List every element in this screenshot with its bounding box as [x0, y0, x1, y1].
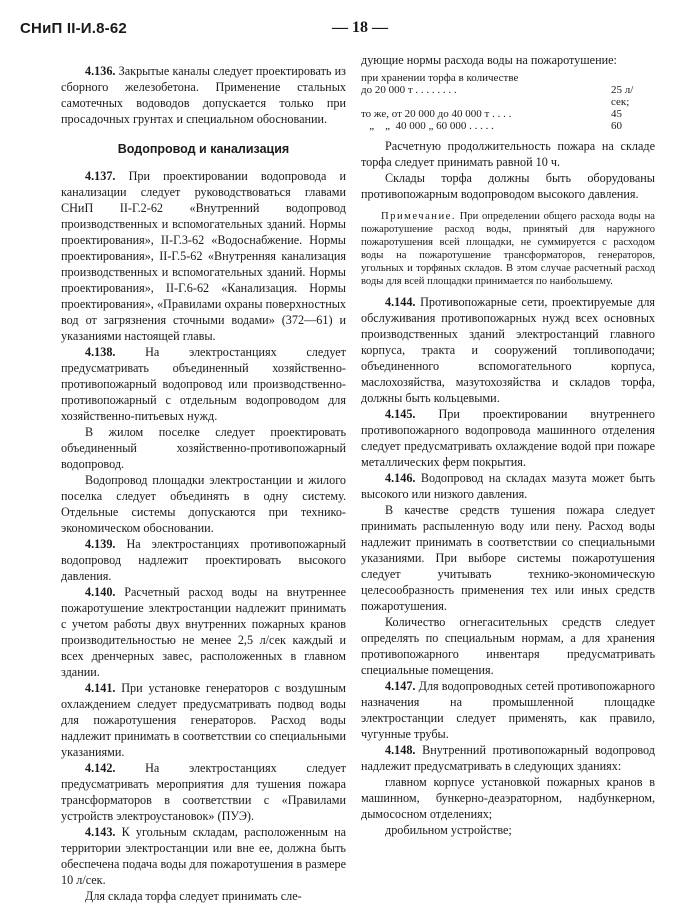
clause-text: На электростанциях противопожарный водопровод надлежит проектировать высокого давления.: [61, 537, 346, 583]
note-text: [361, 210, 655, 288]
clause-number: 4.141.: [85, 681, 116, 695]
document-code: СНиП II-И.8-62: [20, 20, 127, 37]
rate-label: „ „ 40 000 „ 60 000 . . . . .: [361, 120, 494, 132]
page-number: — 18 —: [332, 19, 388, 36]
paragraph-text: Склады торфа должны быть оборудованы противопожарным водопроводом высокого давления.: [361, 171, 655, 201]
paragraph-4-139: [61, 536, 346, 584]
clause-text: Для водопроводных сетей противопожарного назначения на промышленной площадке электростанции следует применять, как правило, чугунные трубы.: [361, 679, 655, 741]
clause-text: На электростанциях следует предусматривать мероприятия для тушения пожара трансформаторов в соответствии с «Правилами устройств электроустановок» (ПУЭ).: [61, 761, 346, 823]
note-body: При определении общего расхода воды на пожаротушение расход воды, принятый для наружного пожаротушения всей площадки, не суммируется с расходом воды на пожаротушение трансформаторов, генераторов, угольных и торфяных складов. В этом случае расчетный расход воды для всей площадки принимается по наибольшему.: [361, 211, 655, 287]
rate-row: [361, 84, 655, 108]
clause-number: 4.138.: [85, 345, 116, 359]
paragraph-text: Расчетную продолжительность пожара на складе торфа следует принимать равной 10 ч.: [361, 139, 655, 169]
clause-number: 4.144.: [385, 295, 416, 309]
clause-text: Противопожарные сети, проектируемые для обслуживания противопожарных нужд всех основных производственных зданий электростанций главного корпуса, тракта и сооружений топливоподачи; объединенного вспомогательного корпуса, маслохозяйства, мазутохозяйства и складов торфа, должны быть кольцевыми.: [361, 295, 656, 405]
paragraph-4-143: [61, 824, 346, 888]
clause-number: 4.146.: [385, 471, 416, 485]
paragraph-4-147: [361, 678, 655, 742]
rate-row: [361, 120, 655, 132]
clause-text: Расчетный расход воды на внутреннее пожаротушение электростанции надлежит принимать с учетом работы двух внутренних пожарных кранов производительностью не менее 2,5 л/сек каждый и всех дренчерных завес, расположенных в главном здании.: [61, 585, 346, 679]
right-column: [361, 52, 655, 838]
clause-number: 4.148.: [385, 743, 416, 757]
clause-text: К угольным складам, расположенным на территории электростанции или вне ее, должна быть обеспечена подача воды для пожаротушения в размере 10 л/сек.: [61, 825, 347, 887]
paragraph-4-140: [61, 584, 346, 680]
clause-text: При проектировании водопровода и канализации следует руководствоваться главами СНиП II-Г.2-62 «Внутренний водопровод производственных и вспомогательных зданий. Нормы проектирования», II-Г.3-62 «Водоснабжение. Нормы проектирования», II-Г.5-62 «Внутренняя канализация производственных и вспомогательных зданий. Нормы проектирования», II-Г.6-62 «Канализация. Нормы проектирования», «Правилами охраны поверхностных вод от загрязнения сточными водами» (372—61) и указаниями настоящей главы.: [61, 169, 347, 343]
rate-row: [361, 108, 655, 120]
clause-text: Закрытые каналы следует проектировать из сборного железобетона. Применение стальных самотечных водоводов допускается только при просадочных грунтах и специальном обосновании.: [61, 64, 346, 126]
paragraph-4-145: [361, 406, 655, 470]
paragraph-text: Количество огнегасительных средств следует определять по специальным нормам, а для хранения противопожарного инвентаря предусматривать специальные помещения.: [361, 615, 655, 677]
paragraph-text: В качестве средств тушения пожара следует принимать распыленную воду или пену. Расход воды надлежит принимать в соответствии со специальными указаниями. При выборе системы пожаротушения следует учитывать технико-экономическую целесообразность применения тех или иных средств пожаротушения.: [361, 503, 655, 613]
paragraph-text: В жилом поселке следует проектировать объединенный хозяйственно-противопожарный водопровод.: [61, 425, 346, 471]
clause-text: Внутренний противопожарный водопровод надлежит предусматривать в следующих зданиях:: [361, 743, 655, 773]
paragraph-text: Для склада торфа следует принимать сле-: [85, 889, 302, 903]
paragraph-4-144: [361, 294, 655, 406]
paragraph-4-138: [61, 344, 346, 424]
paragraph-text: главном корпусе установкой пожарных кранов в машинном, бункерно-деаэраторном, надбункерном, дымососном отделениях;: [361, 775, 655, 821]
clause-number: 4.140.: [85, 585, 116, 599]
rate-label: до 20 000 т . . . . . . . .: [361, 84, 457, 96]
clause-number: 4.142.: [85, 761, 116, 775]
note-block: [361, 210, 655, 288]
left-column: [61, 63, 346, 904]
section-title: Водопровод и канализация: [117, 142, 290, 156]
rate-value: 60: [611, 120, 622, 132]
clause-number: 4.145.: [385, 407, 416, 421]
paragraph-4-148: [361, 742, 655, 774]
clause-text: При установке генераторов с воздушным охлаждением следует предусматривать подвод воды для пожаротушения генераторов. Расход воды надлежит принимать в соответствии со специальными указаниями.: [61, 681, 347, 759]
rate-label: при хранении торфа в количестве: [361, 72, 519, 84]
rate-value: 45: [611, 108, 622, 120]
paragraph-4-142: [61, 760, 346, 824]
clause-number: 4.143.: [85, 825, 116, 839]
paragraph-continuation: дующие нормы расхода воды на пожаротушение:: [361, 53, 617, 67]
paragraph-4-146: [361, 470, 655, 502]
clause-number: 4.147.: [385, 679, 416, 693]
clause-text: Водопровод на складах мазута может быть высокого или низкого давления.: [361, 471, 655, 501]
clause-text: На электростанциях следует предусматривать объединенный хозяйственно-противопожарный водопровод или производственно-противопожарный с отдельным водопроводом для хозяйственно-питьевых нужд.: [61, 345, 346, 423]
paragraph-4-137: [61, 168, 346, 344]
paragraph-4-141: [61, 680, 346, 760]
rate-value: 25 л/сек;: [611, 84, 634, 108]
clause-number: 4.136.: [85, 64, 116, 78]
clause-text: При проектировании внутреннего противопожарного водопровода машинного отделения следует предусматривать охлаждение водой при пожаре металлических ферм покрытия.: [361, 407, 655, 469]
note-heading: Примечание.: [381, 211, 456, 222]
water-rate-table: [361, 72, 655, 132]
clause-number: 4.137.: [85, 169, 116, 183]
paragraph-text: дробильном устройстве;: [385, 823, 512, 837]
paragraph-4-136: [61, 63, 346, 127]
paragraph-text: Водопровод площадки электростанции и жилого поселка следует объединять в одну систему. Отдельные системы допускаются при технико-экономическом обосновании.: [61, 473, 346, 535]
rate-label: то же, от 20 000 до 40 000 т . . . .: [361, 108, 512, 120]
clause-number: 4.139.: [85, 537, 116, 551]
rate-row: [361, 72, 655, 84]
